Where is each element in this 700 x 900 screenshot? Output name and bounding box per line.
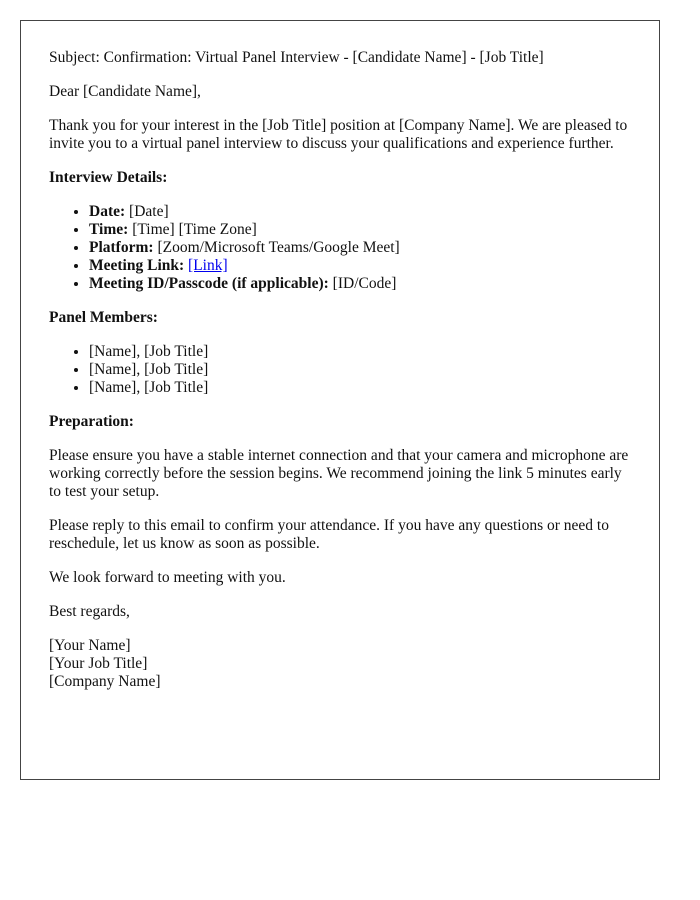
detail-value: [Zoom/Microsoft Teams/Google Meet] xyxy=(153,239,400,256)
panel-list xyxy=(49,343,631,397)
detail-value: [Time] [Time Zone] xyxy=(128,221,257,238)
detail-time xyxy=(89,221,631,239)
salutation: Dear [Candidate Name], xyxy=(49,83,201,100)
signature-title: [Your Job Title] xyxy=(49,655,148,672)
letter-body xyxy=(20,20,660,780)
panel-heading: Panel Members: xyxy=(49,309,158,326)
signature-name: [Your Name] xyxy=(49,637,131,654)
subject-line: Subject: Confirmation: Virtual Panel Interview - [Candidate Name] - [Job Title] xyxy=(49,49,544,66)
detail-label: Time: xyxy=(89,221,129,238)
preparation-paragraph: Please ensure you have a stable internet connection and that your camera and microphone are working correctly before the session begins. We recommend joining the link 5 minutes early to test your setup. xyxy=(49,447,629,500)
detail-value: [ID/Code] xyxy=(328,275,397,292)
details-heading: Interview Details: xyxy=(49,169,168,186)
details-list xyxy=(49,203,631,293)
signature-company: [Company Name] xyxy=(49,673,161,690)
signature-block xyxy=(49,637,631,691)
panel-member: • [Name], [Job Title] xyxy=(89,361,631,379)
detail-meeting-id xyxy=(89,275,631,293)
closing-line: We look forward to meeting with you. xyxy=(49,569,286,586)
detail-value: [Date] xyxy=(125,203,169,220)
detail-platform xyxy=(89,239,631,257)
detail-label: Meeting Link: xyxy=(89,257,185,274)
detail-label: Date: xyxy=(89,203,126,220)
detail-label: Meeting ID/Passcode (if applicable): xyxy=(89,275,329,292)
detail-label: Platform: xyxy=(89,239,154,256)
panel-member: • [Name], [Job Title] xyxy=(89,379,631,397)
meeting-link[interactable]: [Link] xyxy=(188,257,228,274)
reply-paragraph: Please reply to this email to confirm your attendance. If you have any questions or need to reschedule, let us know as soon as possible. xyxy=(49,517,609,552)
detail-date xyxy=(89,203,631,221)
detail-meeting-link xyxy=(89,257,631,275)
preparation-heading: Preparation: xyxy=(49,413,134,430)
intro-paragraph: Thank you for your interest in the [Job Title] position at [Company Name]. We are pleased to invite you to a virtual panel interview to discuss your qualifications and experience further. xyxy=(49,117,628,152)
panel-member: • [Name], [Job Title] xyxy=(89,343,631,361)
sign-off: Best regards, xyxy=(49,603,130,620)
